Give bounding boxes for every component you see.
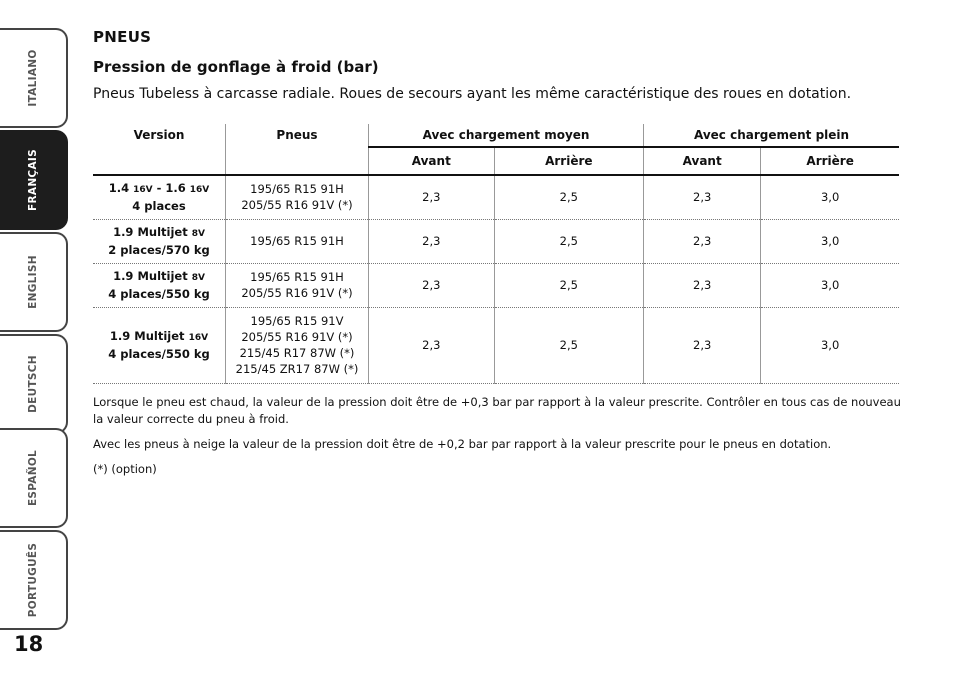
tab-francais[interactable] [0, 130, 68, 230]
tyres-cell: 195/65 R15 91H 205/55 R16 91V (*) [226, 175, 369, 219]
tab-espanol[interactable] [0, 428, 68, 528]
col-plein-avant: Avant [644, 147, 761, 175]
version-cell: 1.4 16V - 1.6 16V 4 places [93, 175, 226, 219]
moyen-arriere-cell: 2,5 [494, 307, 643, 383]
table-row [93, 175, 899, 219]
moyen-arriere-cell: 2,5 [494, 263, 643, 307]
plein-avant-cell: 2,3 [644, 219, 761, 263]
moyen-arriere-cell: 2,5 [494, 219, 643, 263]
version-cell: 1.9 Multijet 16V 4 places/550 kg [93, 307, 226, 383]
col-moyen-arriere: Arrière [494, 147, 643, 175]
tyres-cell: 195/65 R15 91V 205/55 R16 91V (*) 215/45 R17 87W (*) 215/45 ZR17 87W (*) [226, 307, 369, 383]
tab-italiano[interactable] [0, 28, 68, 128]
plein-avant-cell: 2,3 [644, 307, 761, 383]
section-subtitle: Pression de gonflage à froid (bar) [93, 58, 379, 76]
table-row [93, 219, 899, 263]
page-content [93, 28, 903, 478]
moyen-arriere-cell: 2,5 [494, 175, 643, 219]
group-moyen-header: Avec chargement moyen [369, 124, 644, 147]
tab-label: DEUTSCH [27, 355, 39, 413]
intro-text: Pneus Tubeless à carcasse radiale. Roues de secours ayant les même caractéristique des roues en dotation. [93, 86, 852, 102]
page-title: PNEUS [93, 28, 152, 46]
note-snow-tyre: Avec les pneus à neige la valeur de la pression doit être de +0,2 bar par rapport à la valeur prescrite pour le pneus en dotation. [93, 436, 832, 451]
col-pneus-header: Pneus [226, 124, 369, 175]
tyres-cell: 195/65 R15 91H [226, 219, 369, 263]
moyen-avant-cell: 2,3 [369, 307, 495, 383]
tab-label: FRANÇAIS [27, 149, 39, 211]
tab-label: ENGLISH [27, 255, 39, 309]
table-row [93, 307, 899, 383]
plein-arriere-cell: 3,0 [820, 190, 840, 205]
version-cell: 1.9 Multijet 8V 2 places/570 kg [93, 219, 226, 263]
plein-avant-cell: 2,3 [644, 263, 761, 307]
pressure-table [93, 124, 899, 384]
col-moyen-avant: Avant [369, 147, 495, 175]
tab-deutsch[interactable] [0, 334, 68, 434]
tyres-cell: 195/65 R15 91H 205/55 R16 91V (*) [226, 263, 369, 307]
tab-portugues[interactable] [0, 530, 68, 630]
moyen-avant-cell: 2,3 [369, 219, 495, 263]
col-plein-arriere: Arrière [761, 147, 899, 175]
page-number: 18 [14, 632, 44, 656]
col-version-header: Version [93, 124, 226, 175]
plein-avant-cell: 2,3 [644, 175, 761, 219]
tab-label: PORTUGUÊS [27, 542, 39, 618]
note-hot-tyre: Lorsque le pneu est chaud, la valeur de la pression doit être de +0,3 bar par rapport à la valeur prescrite. Contrôler en tous cas de nouveau la valeur correcte du pneu à froid. [93, 394, 901, 426]
moyen-avant-cell: 2,3 [369, 263, 495, 307]
plein-arriere-cell: 3,0 [820, 338, 840, 352]
plein-arriere-cell: 3,0 [820, 234, 840, 248]
note-option: (*) (option) [93, 461, 157, 476]
moyen-avant-cell: 2,3 [369, 175, 495, 219]
tab-label: ESPAÑOL [27, 449, 39, 507]
group-plein-header: Avec chargement plein [693, 128, 850, 142]
tab-english[interactable] [0, 232, 68, 332]
plein-arriere-cell: 3,0 [820, 278, 840, 292]
tab-label: ITALIANO [27, 49, 39, 107]
version-cell: 1.9 Multijet 8V 4 places/550 kg [93, 263, 226, 307]
table-row [93, 263, 899, 307]
